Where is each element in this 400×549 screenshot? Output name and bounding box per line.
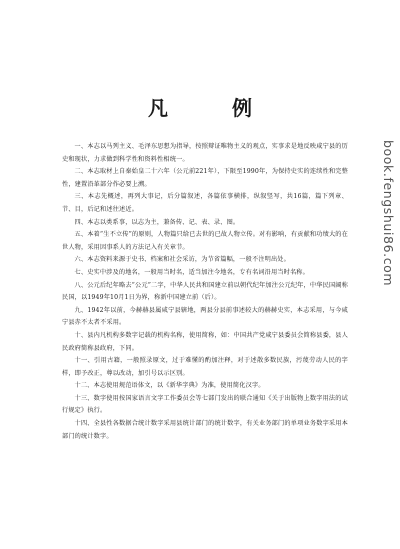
guideline-paragraph-3: 三、本志先概述，再列大事记，后分篇叙述，各篇依事横排，纵叙竖写，共16篇，篇下列章、节、目，后记和述往述近。	[62, 193, 348, 213]
guideline-paragraph-11: 十一、引用古籍，一般照录原文，过于难懂的酌加注释，对于述散多数民族，污蔑劳动人民的字样，即予改正，尊以改动，加引号以示区别。	[62, 357, 348, 377]
guideline-paragraph-13: 十三、数字使用按国家语言文字工作委员会等七部门发出的联合通知《关于出版物上数字用法的试行规定》执行。	[62, 394, 348, 415]
guideline-paragraph-2: 二、本志取材上自秦始皇二十六年（公元前221年），下限至1990年，为保持史实的连续性和完整性，建置沿革部分作必要上溯。	[62, 168, 348, 188]
guideline-paragraph-14: 十四、全县性各数据合统计数字采用县统计部门的统计数字，有关业务部门的单项业务数字采用本部门的统计数字。	[62, 420, 348, 440]
guideline-paragraph-5: 五、本着“生不立传”的原则，人物篇只给已去世的已故人物立传。对有影响，有贡献和功绩大的在世人物，采用因事系人的方法记入有关章节。	[62, 231, 348, 251]
guideline-paragraph-8: 八、公元后纪年略去“公元”二字，中华人民共和国建立前以朝代纪年加注公元纪年，中华民国阔称民国，以1949年10月1日为界，称新中国建立前（后）。	[62, 281, 348, 302]
guideline-paragraph-10: 十、县内凡机构多数字记载的机构名称，使用简称，如：中国共产党咸宁县委员会简称县委，县人民政府简称县政府，下同。	[62, 331, 348, 352]
guidelines-body	[62, 141, 348, 443]
guideline-paragraph-4: 四、本志以类系事，以志为主，兼备传、记、表、录、图。	[74, 218, 240, 226]
guideline-paragraph-6: 六、本志资料来源于史书、档案和社会采访，为节省篇幅，一般不注明出处。	[74, 256, 290, 264]
guideline-paragraph-9: 九、1942年以前，今赫赫县属咸宁县辖地，两县分县前事述较大的赫赫史实，本志采用，与今咸宁县赤不太者不采用。	[62, 306, 348, 327]
guideline-paragraph-1: 一、本志以马列主义、毛泽东思想为指导，按照辩证唯物主义的观点，实事求是地反映咸宁县的历史和现状，力求做到科学性和资料性相统一。	[62, 143, 348, 163]
page-title: 凡 例	[148, 96, 274, 120]
guideline-paragraph-7: 七、史实中涉及的地名，一般用当时名，适当加注今地名，专有名词沿用当时名称。	[74, 268, 309, 276]
guideline-paragraph-12: 十二、本志使用规范语体文，以《新华字典》为准，使用简化汉字。	[74, 382, 265, 390]
site-watermark: book.fengshui86.com	[381, 140, 396, 287]
